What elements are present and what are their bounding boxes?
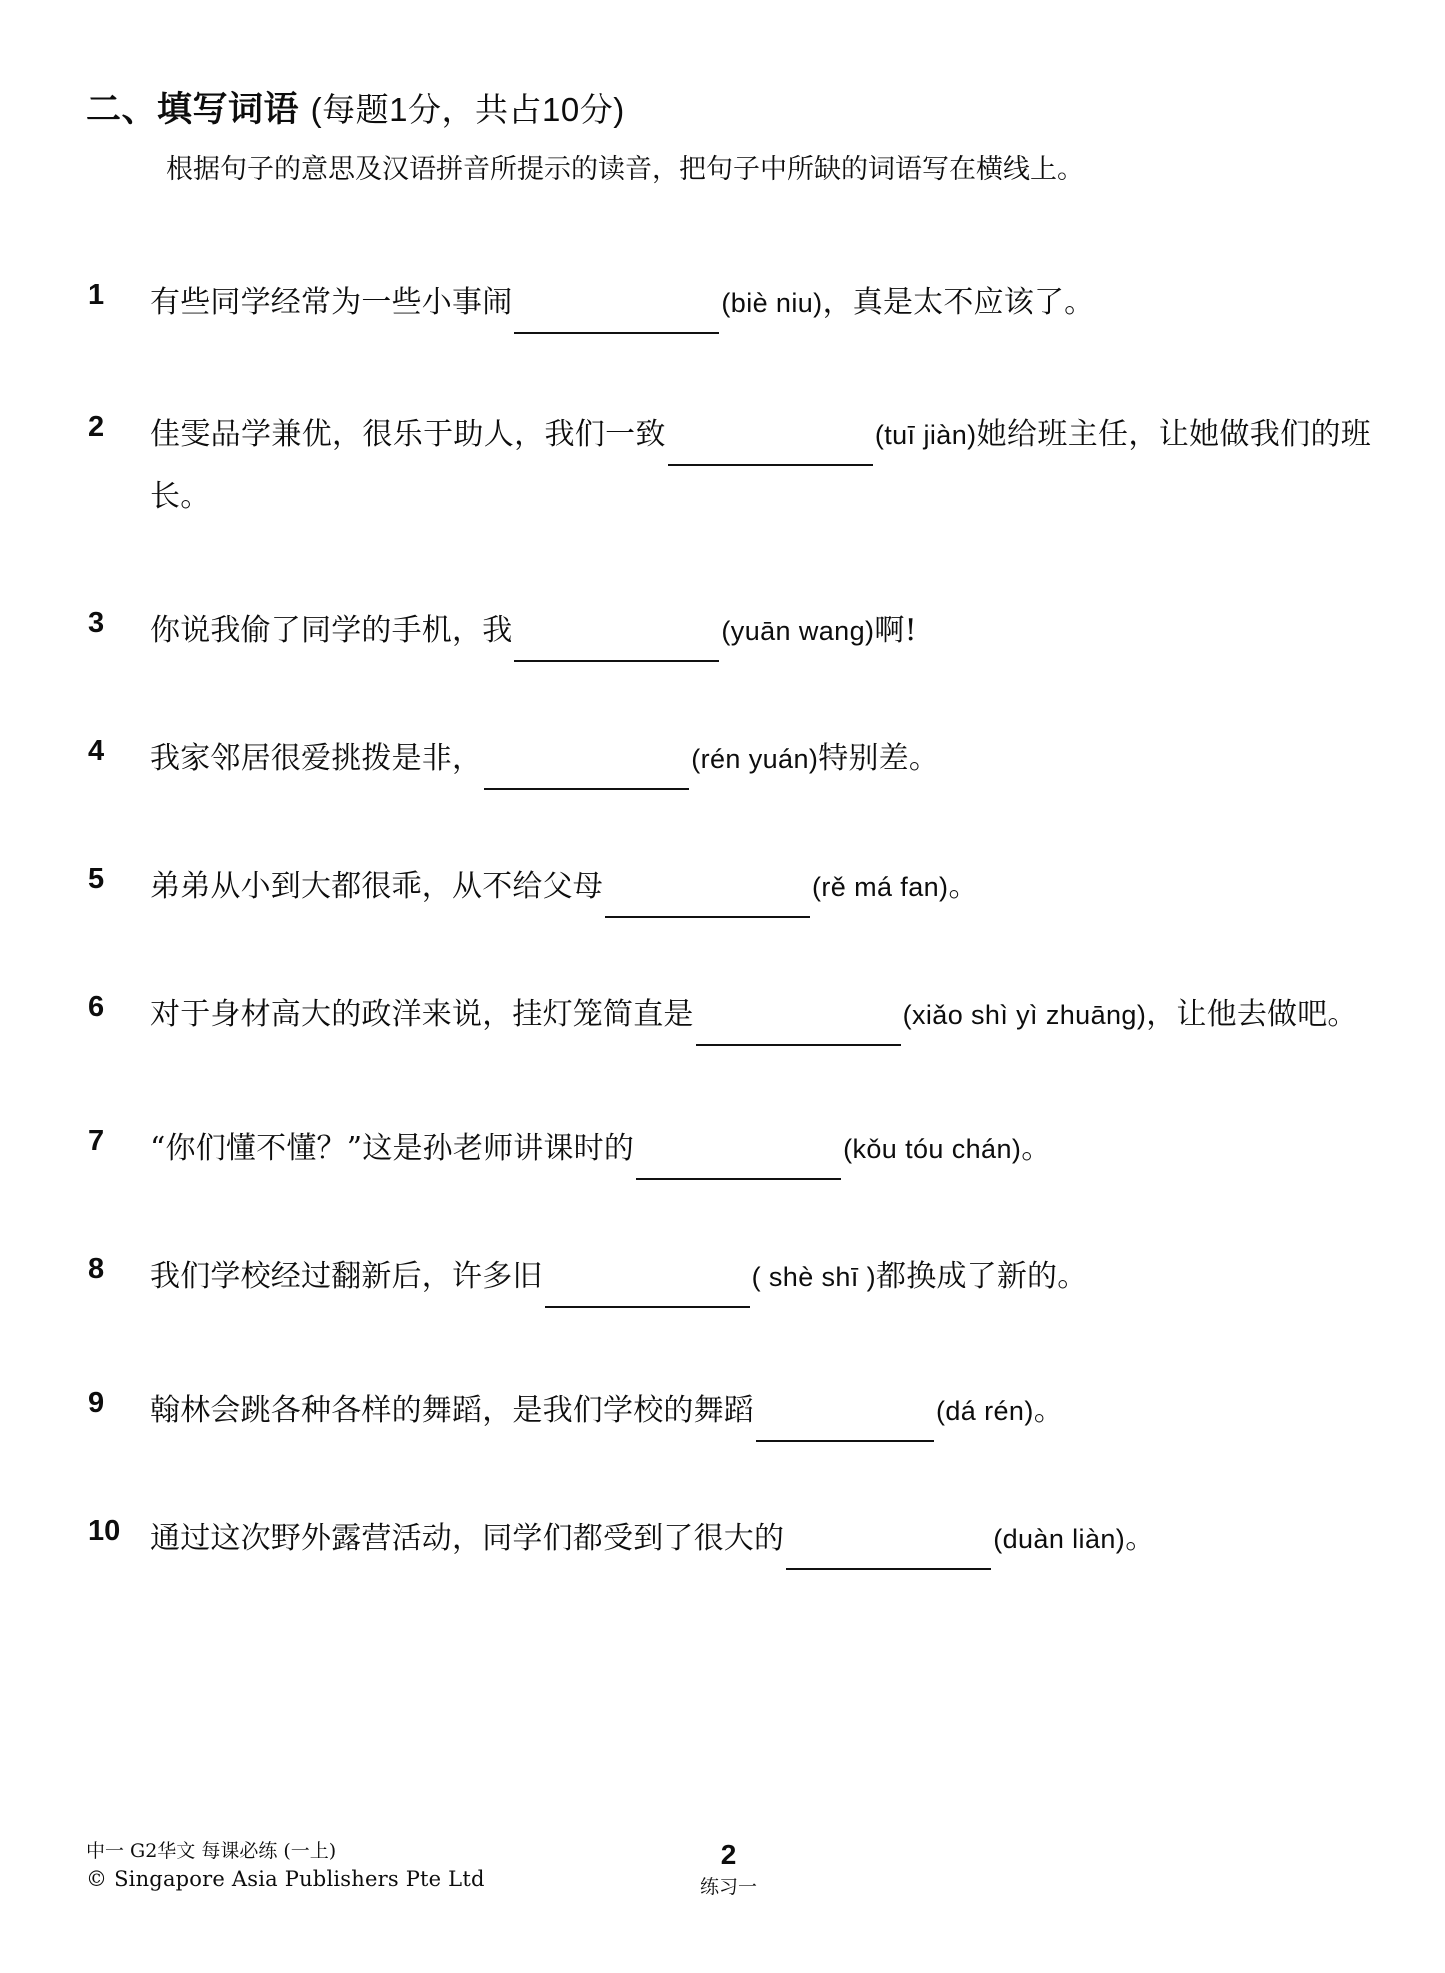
question-item xyxy=(86,1246,1371,1308)
question-number: 2 xyxy=(88,411,105,443)
question-text xyxy=(150,856,1371,918)
question-item xyxy=(86,984,1371,1046)
question-number: 5 xyxy=(88,863,105,895)
footer-book-title: 中一 G2华文 每课必练 (一上) xyxy=(86,1840,337,1862)
question-text-after: 她给班主任，让她做我们的班长。 xyxy=(150,417,1371,514)
answer-blank[interactable] xyxy=(484,758,689,790)
question-text xyxy=(150,1246,1371,1308)
question-pinyin: (tuī jiàn) xyxy=(874,420,977,450)
answer-blank[interactable] xyxy=(636,1148,841,1180)
question-text xyxy=(150,984,1371,1046)
question-text-before: 我家邻居很爱挑拨是非， xyxy=(150,741,483,776)
question-text xyxy=(150,1380,1371,1442)
question-item xyxy=(86,404,1371,528)
question-number: 10 xyxy=(88,1515,121,1547)
question-text-before: 我们学校经过翻新后，许多旧 xyxy=(150,1259,543,1294)
question-text-after: 。 xyxy=(1021,1131,1052,1166)
question-number: 7 xyxy=(88,1125,105,1157)
question-pinyin: (biè niu) xyxy=(721,288,823,318)
question-item xyxy=(86,856,1371,918)
question-pinyin: ( shè shī ) xyxy=(751,1262,877,1292)
section-title: 填写词语 xyxy=(157,89,300,130)
question-text-before: “你们懂不懂？”这是孙老师讲课时的 xyxy=(150,1131,635,1166)
question-pinyin: (xiǎo shì yì zhuāng) xyxy=(902,1000,1147,1030)
question-pinyin: (kǒu tóu chán) xyxy=(843,1134,1022,1164)
answer-blank[interactable] xyxy=(756,1410,934,1442)
question-text-before: 佳雯品学兼优，很乐于助人，我们一致 xyxy=(150,417,666,452)
question-pinyin: (dá rén) xyxy=(936,1396,1034,1426)
question-text-after: ，真是太不应该了。 xyxy=(822,285,1095,320)
question-text xyxy=(150,404,1371,528)
answer-blank[interactable] xyxy=(545,1276,750,1308)
question-text-after: 。 xyxy=(948,869,979,904)
question-text-after: 。 xyxy=(1125,1521,1156,1556)
question-text-before: 有些同学经常为一些小事闹 xyxy=(150,285,513,320)
question-text-after: 。 xyxy=(1033,1393,1064,1428)
question-number: 8 xyxy=(88,1253,105,1285)
question-text-before: 对于身材高大的政洋来说，挂灯笼简直是 xyxy=(150,997,694,1032)
question-text xyxy=(150,600,1371,662)
footer-copyright: © Singapore Asia Publishers Pte Ltd xyxy=(86,1867,485,1891)
section-marks: (每题1分，共占10分) xyxy=(310,91,625,128)
question-number: 9 xyxy=(88,1387,105,1419)
question-text-before: 翰林会跳各种各样的舞蹈，是我们学校的舞蹈 xyxy=(150,1393,754,1428)
question-pinyin: (rě má fan) xyxy=(812,872,949,902)
question-number: 6 xyxy=(88,991,105,1023)
section-heading xyxy=(86,88,625,133)
page-footer xyxy=(86,1837,1371,1915)
question-number: 4 xyxy=(88,735,105,767)
footer-center xyxy=(700,1839,757,1900)
question-text xyxy=(150,272,1371,334)
answer-blank[interactable] xyxy=(514,302,719,334)
question-pinyin: (yuān wang) xyxy=(721,616,875,646)
answer-blank[interactable] xyxy=(786,1538,991,1570)
answer-blank[interactable] xyxy=(514,630,719,662)
section-number: 二、 xyxy=(86,89,158,130)
question-item xyxy=(86,272,1371,334)
answer-blank[interactable] xyxy=(696,1014,901,1046)
question-text-before: 弟弟从小到大都很乖，从不给父母 xyxy=(150,869,603,904)
footer-left xyxy=(86,1837,485,1893)
question-text xyxy=(150,1508,1371,1570)
question-item xyxy=(86,1118,1371,1180)
question-list xyxy=(86,272,1371,1570)
question-text-after: 都换成了新的。 xyxy=(876,1259,1088,1294)
answer-blank[interactable] xyxy=(668,434,873,466)
question-item xyxy=(86,600,1371,662)
page-number: 2 xyxy=(720,1839,737,1870)
answer-blank[interactable] xyxy=(605,886,810,918)
question-text-after: 啊! xyxy=(874,613,917,648)
section-instruction: 根据句子的意思及汉语拼音所提示的读音，把句子中所缺的词语写在横线上。 xyxy=(166,154,1084,185)
question-item xyxy=(86,1508,1371,1570)
question-pinyin: (rén yuán) xyxy=(691,744,819,774)
exercise-label: 练习一 xyxy=(699,1876,758,1898)
question-number: 1 xyxy=(88,279,105,311)
question-text-before: 你说我偷了同学的手机，我 xyxy=(150,613,513,648)
question-item xyxy=(86,1380,1371,1442)
question-text-after: 特别差。 xyxy=(818,741,940,776)
question-text xyxy=(150,1118,1371,1180)
question-text xyxy=(150,728,1371,790)
question-text-before: 通过这次野外露营活动，同学们都受到了很大的 xyxy=(150,1521,785,1556)
question-pinyin: (duàn liàn) xyxy=(993,1524,1126,1554)
question-item xyxy=(86,728,1371,790)
question-number: 3 xyxy=(88,607,105,639)
question-text-after: ，让他去做吧。 xyxy=(1146,997,1358,1032)
